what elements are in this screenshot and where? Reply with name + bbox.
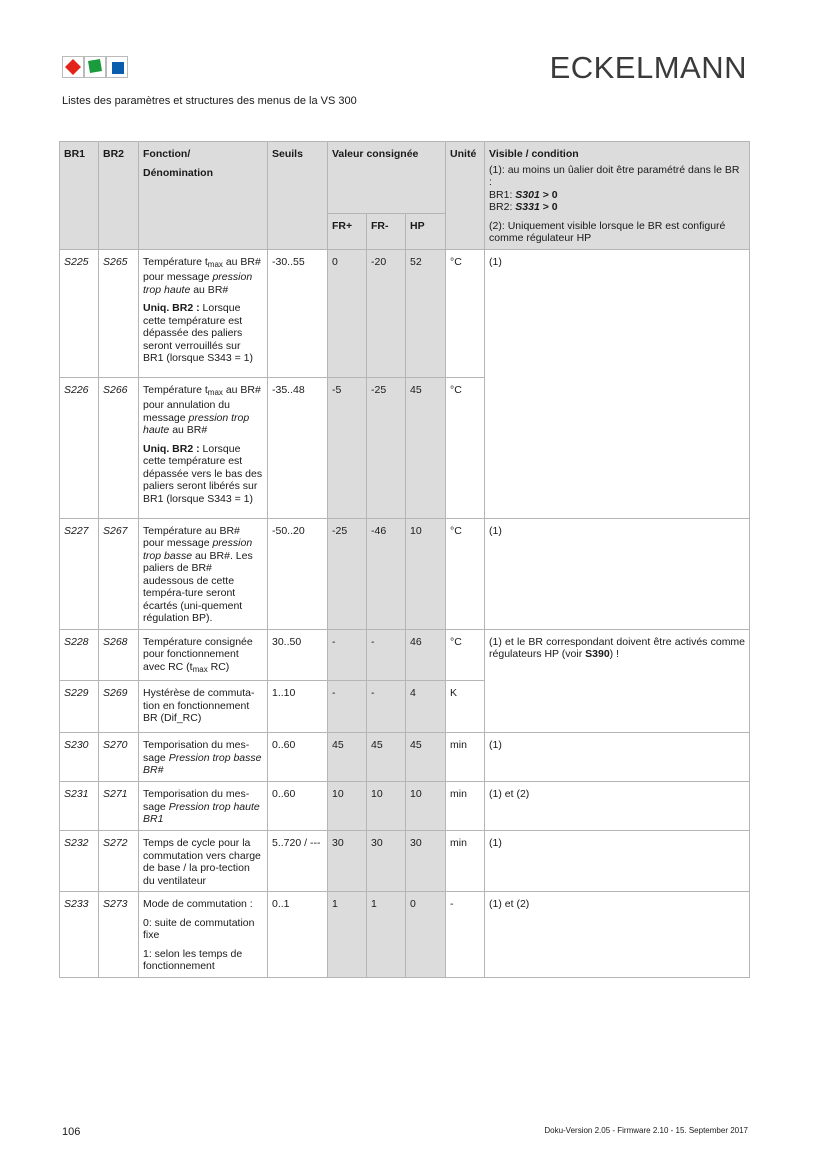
header-visible	[485, 142, 750, 250]
br2-param: S271	[99, 782, 139, 831]
fr-minus-value: -25	[367, 377, 406, 518]
hp-value: 4	[406, 681, 446, 733]
br2-param: S265	[99, 249, 139, 377]
hp-value: 30	[406, 831, 446, 892]
header-visible-title: Visible / condition	[489, 148, 579, 160]
header-function-line2: Dénomination	[143, 166, 213, 179]
visible-condition: (1)	[485, 518, 750, 629]
function-option-0: 0: suite de commutation fixe	[143, 916, 255, 941]
br1-param: S228	[60, 629, 99, 681]
br1-param: S229	[60, 681, 99, 733]
brand-name: ECKELMANN	[549, 50, 747, 85]
unite-value: -	[446, 892, 485, 978]
visible-condition: (1)	[485, 249, 750, 518]
br2-param: S267	[99, 518, 139, 629]
br1-param: S230	[60, 733, 99, 782]
table-row	[60, 892, 750, 978]
function-text: Temps de cycle pour la commutation vers charge de base / la pro-tection du ventilateur	[143, 837, 261, 887]
table-row	[60, 782, 750, 831]
header-function	[139, 142, 268, 250]
table-row	[60, 831, 750, 892]
hp-value: 45	[406, 377, 446, 518]
function-text: Température consignée pour fonctionnement avec RC ($t_{max}$ RC)	[143, 635, 253, 674]
br2-param: S266	[99, 377, 139, 518]
function-text: Température $t_{max}$ au BR# pour annulation du message pression trop haute au BR#	[143, 383, 261, 436]
function-cell	[139, 782, 268, 831]
unite-value: min	[446, 831, 485, 892]
fr-minus-value: 10	[367, 782, 406, 831]
header-note1: (1): au moins un ûalier doit être paramétré dans le BR : BR1: S301 > 0 BR2: S331 > 0	[489, 163, 740, 213]
unite-value: °C	[446, 249, 485, 377]
function-cell	[139, 892, 268, 978]
function-option-1: 1: selon les temps de fonctionnement	[143, 947, 243, 972]
unite-value: min	[446, 733, 485, 782]
hp-value: 46	[406, 629, 446, 681]
function-text: Mode de commutation :	[143, 898, 253, 910]
table-row	[60, 629, 750, 681]
visible-condition: (1)	[485, 733, 750, 782]
fr-plus-value: 10	[328, 782, 367, 831]
fr-minus-value: -46	[367, 518, 406, 629]
function-text: Température $t_{max}$ au BR# pour message pression trop haute au BR#	[143, 255, 261, 296]
br1-param: S231	[60, 782, 99, 831]
function-cell	[139, 377, 268, 518]
br2-param: S269	[99, 681, 139, 733]
unite-value: °C	[446, 629, 485, 681]
fr-plus-value: 45	[328, 733, 367, 782]
br1-param: S233	[60, 892, 99, 978]
visible-condition: (1)	[485, 831, 750, 892]
function-text: Hystérèse de commuta-tion en fonctionnement BR (Dif_RC)	[143, 687, 255, 724]
hp-value: 45	[406, 733, 446, 782]
table-row	[60, 518, 750, 629]
doc-version: Doku-Version 2.05 - Firmware 2.10 - 15. September 2017	[544, 1126, 748, 1135]
header-br2: BR2	[99, 142, 139, 250]
visible-condition-hp: (1) et le BR correspondant doivent être activés comme régulateurs HP (voir S390) !	[485, 629, 750, 733]
function-text: Temporisation du mes-sage Pression trop basse BR#	[143, 739, 262, 776]
visible-condition: (1) et (2)	[485, 892, 750, 978]
function-cell	[139, 831, 268, 892]
seuils-value: 5..720 / ---	[268, 831, 328, 892]
fr-plus-value: -25	[328, 518, 367, 629]
function-text: Température au BR# pour message pression trop basse au BR#. Les paliers de BR# audessous de cette tempéra-ture seront écartés (uni-quement régulation BP).	[143, 524, 253, 624]
header-valeur: Valeur consignée	[328, 142, 446, 214]
header-fr-plus: FR+	[328, 214, 367, 249]
fr-plus-value: 30	[328, 831, 367, 892]
seuils-value: -35..48	[268, 377, 328, 518]
unite-value: °C	[446, 377, 485, 518]
fr-minus-value: 30	[367, 831, 406, 892]
page-number: 106	[62, 1126, 81, 1138]
green-tilted-square-icon	[88, 59, 102, 73]
fr-plus-value: 1	[328, 892, 367, 978]
seuils-value: -30..55	[268, 249, 328, 377]
unite-value: K	[446, 681, 485, 733]
br2-param: S268	[99, 629, 139, 681]
fr-plus-value: 0	[328, 249, 367, 377]
seuils-value: 0..60	[268, 733, 328, 782]
function-note: Uniq. BR2 : Lorsque cette température est dépassée vers le bas des paliers seront libérés sur BR1 (lorsque S343 = 1)	[143, 442, 263, 505]
parameter-table	[59, 141, 750, 978]
br1-param: S232	[60, 831, 99, 892]
fr-plus-value: -	[328, 681, 367, 733]
header-note2: (2): Uniquement visible lorsque le BR est configuré comme régulateur HP	[489, 219, 726, 244]
br1-param: S226	[60, 377, 99, 518]
br2-param: S270	[99, 733, 139, 782]
seuils-value: -50..20	[268, 518, 328, 629]
table-row	[60, 733, 750, 782]
fr-plus-value: -5	[328, 377, 367, 518]
seuils-value: 30..50	[268, 629, 328, 681]
header-function-line1: Fonction/	[143, 148, 191, 160]
function-cell	[139, 733, 268, 782]
function-cell	[139, 518, 268, 629]
function-cell	[139, 629, 268, 681]
function-cell	[139, 681, 268, 733]
function-note: Uniq. BR2 : Lorsque cette température est dépassée des paliers seront verrouillés sur BR1 (lorsque S343 = 1)	[143, 302, 254, 364]
fr-minus-value: -	[367, 629, 406, 681]
eckelmann-logo	[62, 56, 128, 79]
hp-value: 0	[406, 892, 446, 978]
header-hp: HP	[406, 214, 446, 249]
hp-value: 52	[406, 249, 446, 377]
fr-minus-value: -20	[367, 249, 406, 377]
function-cell	[139, 249, 268, 377]
header-br1: BR1	[60, 142, 99, 250]
blue-square-icon	[112, 62, 124, 74]
fr-minus-value: 45	[367, 733, 406, 782]
header-seuils: Seuils	[268, 142, 328, 250]
br2-param: S272	[99, 831, 139, 892]
fr-minus-value: -	[367, 681, 406, 733]
seuils-value: 1..10	[268, 681, 328, 733]
visible-condition: (1) et (2)	[485, 782, 750, 831]
br1-param: S227	[60, 518, 99, 629]
fr-minus-value: 1	[367, 892, 406, 978]
hp-value: 10	[406, 782, 446, 831]
function-text: Temporisation du mes-sage Pression trop haute BR1	[143, 788, 260, 825]
hp-value: 10	[406, 518, 446, 629]
fr-plus-value: -	[328, 629, 367, 681]
br1-param: S225	[60, 249, 99, 377]
table-row	[60, 249, 750, 377]
header-fr-minus: FR-	[367, 214, 406, 249]
unite-value: °C	[446, 518, 485, 629]
seuils-value: 0..60	[268, 782, 328, 831]
header-unite: Unité	[446, 142, 485, 250]
document-title: Listes des paramètres et structures des menus de la VS 300	[62, 95, 357, 107]
br2-param: S273	[99, 892, 139, 978]
unite-value: min	[446, 782, 485, 831]
seuils-value: 0..1	[268, 892, 328, 978]
